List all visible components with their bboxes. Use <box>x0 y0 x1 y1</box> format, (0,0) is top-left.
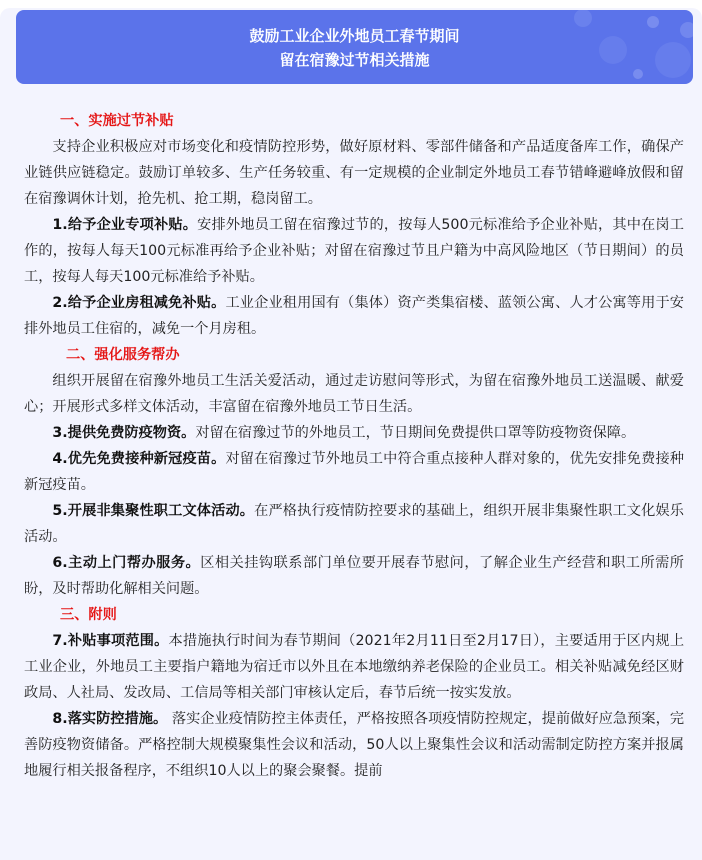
paragraph-lead: 3.提供免费防疫物资。 <box>52 425 196 441</box>
paragraph-lead: 2.给予企业房租减免补贴。 <box>52 295 226 311</box>
section-heading: 一、实施过节补贴 <box>60 113 174 129</box>
section-heading: 三、附则 <box>60 607 117 623</box>
paragraph <box>24 134 684 212</box>
paragraph <box>24 368 684 420</box>
paragraph <box>24 212 684 290</box>
paragraph <box>24 498 684 550</box>
paragraph-text: 本措施执行时间为春节期间（2021年2月11日至2月17日），主要适用于区内规上工业企业，外地员工主要指户籍地为宿迁市以外且在本地缴纳养老保险的企业员工。相关补贴减免经区财政局、人社局、发改局、工信局等相关部门审核认定后，春节后统一按实发放。 <box>24 633 685 701</box>
title-line-1: 鼓励工业企业外地员工春节期间 <box>249 27 460 45</box>
paragraph <box>24 706 684 784</box>
paragraph-lead: 1.给予企业专项补贴。 <box>52 217 198 233</box>
article-body <box>24 108 684 784</box>
paragraph <box>24 290 684 342</box>
paragraph-text: 对留在宿豫过节的外地员工，节日期间免费提供口罩等防疫物资保障。 <box>195 425 636 441</box>
paragraph-lead: 8.落实防控措施。 <box>52 711 168 727</box>
paragraph-lead: 4.优先免费接种新冠疫苗。 <box>52 451 226 467</box>
section-heading: 二、强化服务帮办 <box>66 347 180 363</box>
paragraph-text: 在严格执行疫情防控要求的基础上，组织开展非集聚性职工文化娱乐活动。 <box>24 503 684 545</box>
paragraph-text: 区相关挂钩联系部门单位要开展春节慰问，了解企业生产经营和职工所需所盼，及时帮助化解相关问题。 <box>24 555 684 597</box>
paragraph-lead: 5.开展非集聚性职工文体活动。 <box>52 503 255 519</box>
paragraph <box>24 446 684 498</box>
paragraph <box>24 550 684 602</box>
paragraph-lead: 7.补贴事项范围。 <box>52 633 169 649</box>
paragraph-lead: 6.主动上门帮办服务。 <box>52 555 201 571</box>
title-banner <box>16 10 693 84</box>
paragraph-text: 落实企业疫情防控主体责任，严格按照各项疫情防控规定，提前做好应急预案，完善防疫物资储备。严格控制大规模聚集性会议和活动，50人以上聚集性会议和活动需制定防控方案并报属地履行相关报备程序，不组织10人以上的聚会聚餐。提前 <box>24 711 685 779</box>
paragraph-text: 安排外地员工留在宿豫过节的，按每人500元标准给予企业补贴，其中在岗工作的，按每人每天100元标准再给予企业补贴；对留在宿豫过节且户籍为中高风险地区（节日期间）的员工，按每人每天100元标准给予补贴。 <box>24 217 684 285</box>
title-line-2: 留在宿豫过节相关措施 <box>279 51 430 69</box>
paragraph-text: 组织开展留在宿豫外地员工生活关爱活动，通过走访慰问等形式，为留在宿豫外地员工送温暖、献爱心；开展形式多样文体活动，丰富留在宿豫外地员工节日生活。 <box>24 373 684 415</box>
paragraph <box>24 420 684 446</box>
paragraph-text: 对留在宿豫过节外地员工中符合重点接种人群对象的，优先安排免费接种新冠疫苗。 <box>24 451 684 493</box>
page-title <box>16 24 693 72</box>
article-card <box>0 8 702 860</box>
paragraph-text: 工业企业租用国有（集体）资产类集宿楼、蓝领公寓、人才公寓等用于安排外地员工住宿的，减免一个月房租。 <box>24 295 684 337</box>
paragraph <box>24 628 684 706</box>
paragraph-text: 支持企业积极应对市场变化和疫情防控形势，做好原材料、零部件储备和产品适度备库工作，确保产业链供应链稳定。鼓励订单较多、生产任务较重、有一定规模的企业制定外地员工春节错峰避峰放假和留在宿豫调休计划，抢先机、抢工期，稳岗留工。 <box>24 139 684 207</box>
